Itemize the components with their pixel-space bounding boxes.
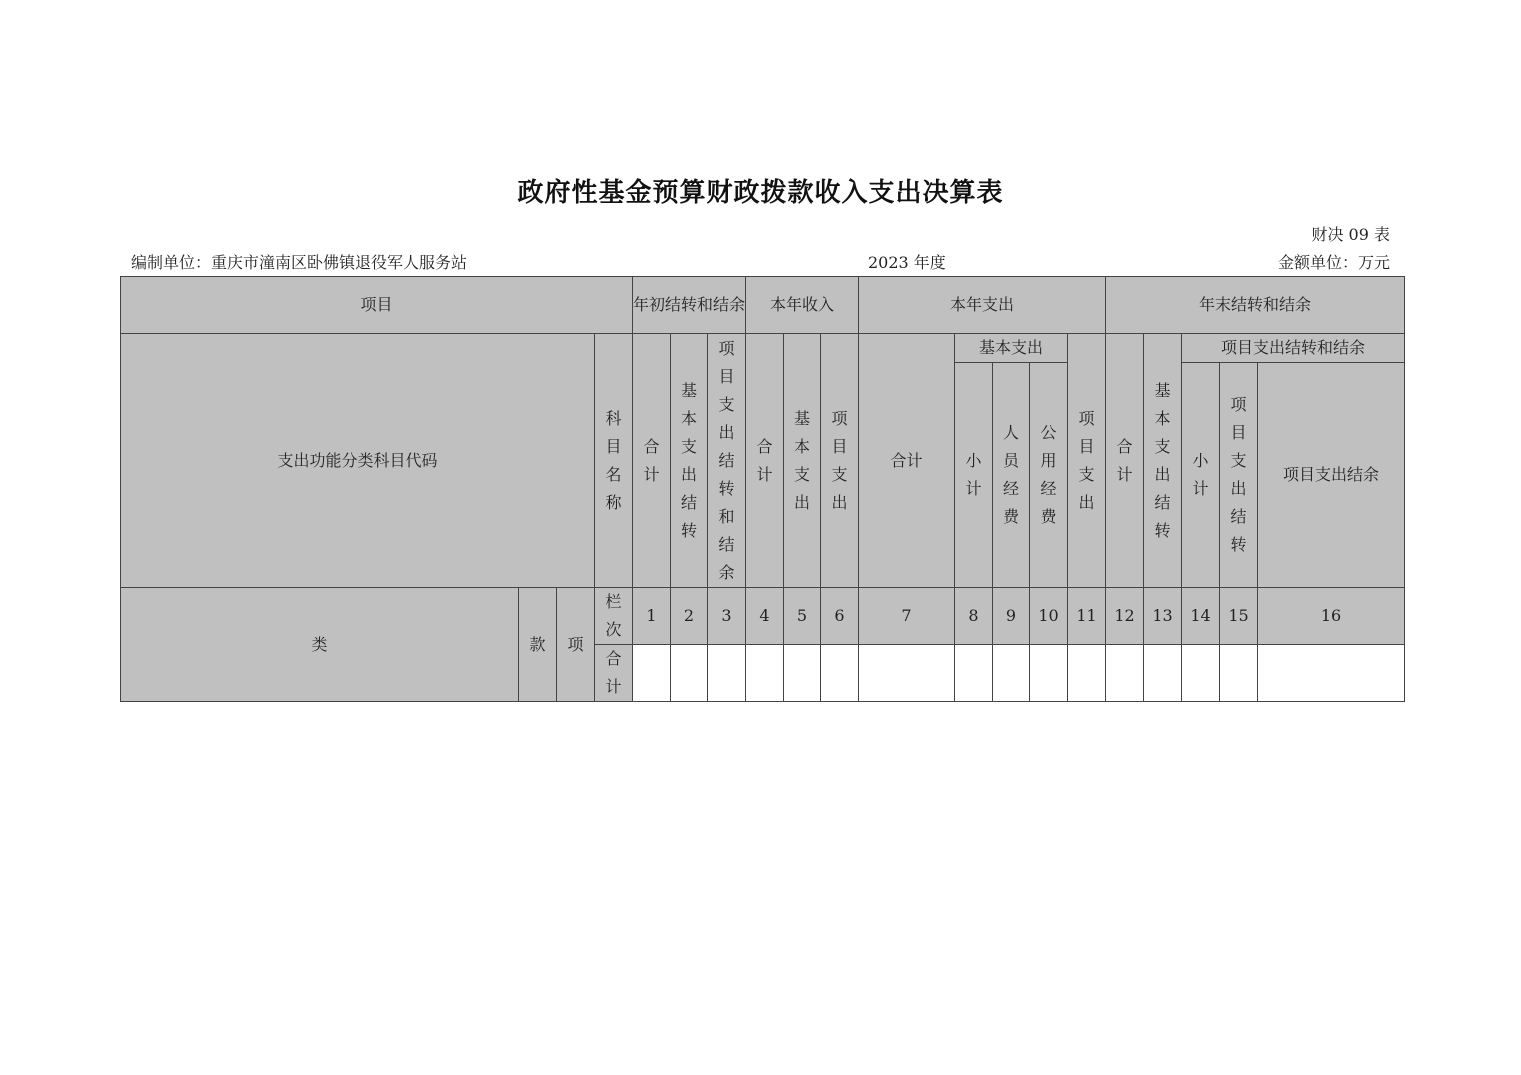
header-expense-basic-subtotal: 小计 <box>955 363 993 588</box>
column-number: 11 <box>1068 588 1106 645</box>
total-cell <box>1068 645 1106 702</box>
header-expense: 本年支出 <box>859 277 1106 334</box>
form-number: 财决 09 表 <box>1311 225 1390 244</box>
header-expense-project: 项目支出 <box>1068 334 1106 588</box>
total-cell <box>859 645 955 702</box>
total-cell <box>821 645 859 702</box>
column-number: 2 <box>671 588 708 645</box>
budget-table <box>120 276 1405 702</box>
header-income: 本年收入 <box>746 277 859 334</box>
column-label: 栏次 <box>595 588 633 645</box>
header-end-total: 合计 <box>1106 334 1144 588</box>
column-number: 8 <box>955 588 993 645</box>
header-begin-total: 合计 <box>633 334 671 588</box>
total-cell <box>633 645 671 702</box>
fiscal-year: 2023 年度 <box>868 253 946 272</box>
column-number: 13 <box>1144 588 1182 645</box>
total-label: 合计 <box>595 645 633 702</box>
header-end-balance: 年末结转和结余 <box>1106 277 1405 334</box>
total-cell <box>1258 645 1405 702</box>
total-cell <box>671 645 708 702</box>
column-number: 1 <box>633 588 671 645</box>
total-cell <box>746 645 784 702</box>
header-end-project-carry: 项目支出结转 <box>1220 363 1258 588</box>
total-cell <box>1182 645 1220 702</box>
header-begin-balance: 年初结转和结余 <box>633 277 746 334</box>
header-category: 类 <box>121 588 519 702</box>
header-func-code: 支出功能分类科目代码 <box>121 334 595 588</box>
total-cell <box>993 645 1030 702</box>
column-number: 12 <box>1106 588 1144 645</box>
header-expense-total: 合计 <box>859 334 955 588</box>
total-cell <box>1030 645 1068 702</box>
column-number: 16 <box>1258 588 1405 645</box>
header-end-project-group: 项目支出结转和结余 <box>1182 334 1405 363</box>
header-end-project-subtotal: 小计 <box>1182 363 1220 588</box>
column-number: 5 <box>784 588 821 645</box>
column-number: 15 <box>1220 588 1258 645</box>
header-begin-project: 项目支出结转和结余 <box>708 334 746 588</box>
header-subject-name: 科目名称 <box>595 334 633 588</box>
header-item: 项目 <box>121 277 633 334</box>
header-income-total: 合计 <box>746 334 784 588</box>
header-income-project: 项目支出 <box>821 334 859 588</box>
column-number: 10 <box>1030 588 1068 645</box>
header-expense-basic: 基本支出 <box>955 334 1068 363</box>
header-entry: 项 <box>557 588 595 702</box>
header-income-basic: 基本支出 <box>784 334 821 588</box>
column-number: 7 <box>859 588 955 645</box>
header-expense-public: 公用经费 <box>1030 363 1068 588</box>
column-number: 3 <box>708 588 746 645</box>
column-number: 4 <box>746 588 784 645</box>
column-number: 6 <box>821 588 859 645</box>
column-number: 14 <box>1182 588 1220 645</box>
total-cell <box>784 645 821 702</box>
compiling-unit: 编制单位：重庆市潼南区卧佛镇退役军人服务站 <box>131 253 468 272</box>
total-cell <box>1106 645 1144 702</box>
header-end-basic: 基本支出结转 <box>1144 334 1182 588</box>
total-cell <box>1220 645 1258 702</box>
total-cell <box>708 645 746 702</box>
header-begin-basic: 基本支出结转 <box>671 334 708 588</box>
header-section: 款 <box>519 588 557 702</box>
header-end-project-remain: 项目支出结余 <box>1258 363 1405 588</box>
money-unit: 金额单位：万元 <box>1277 253 1390 272</box>
total-cell <box>1144 645 1182 702</box>
total-cell <box>955 645 993 702</box>
column-number: 9 <box>993 588 1030 645</box>
document-title: 政府性基金预算财政拨款收入支出决算表 <box>517 178 1004 208</box>
header-expense-personnel: 人员经费 <box>993 363 1030 588</box>
